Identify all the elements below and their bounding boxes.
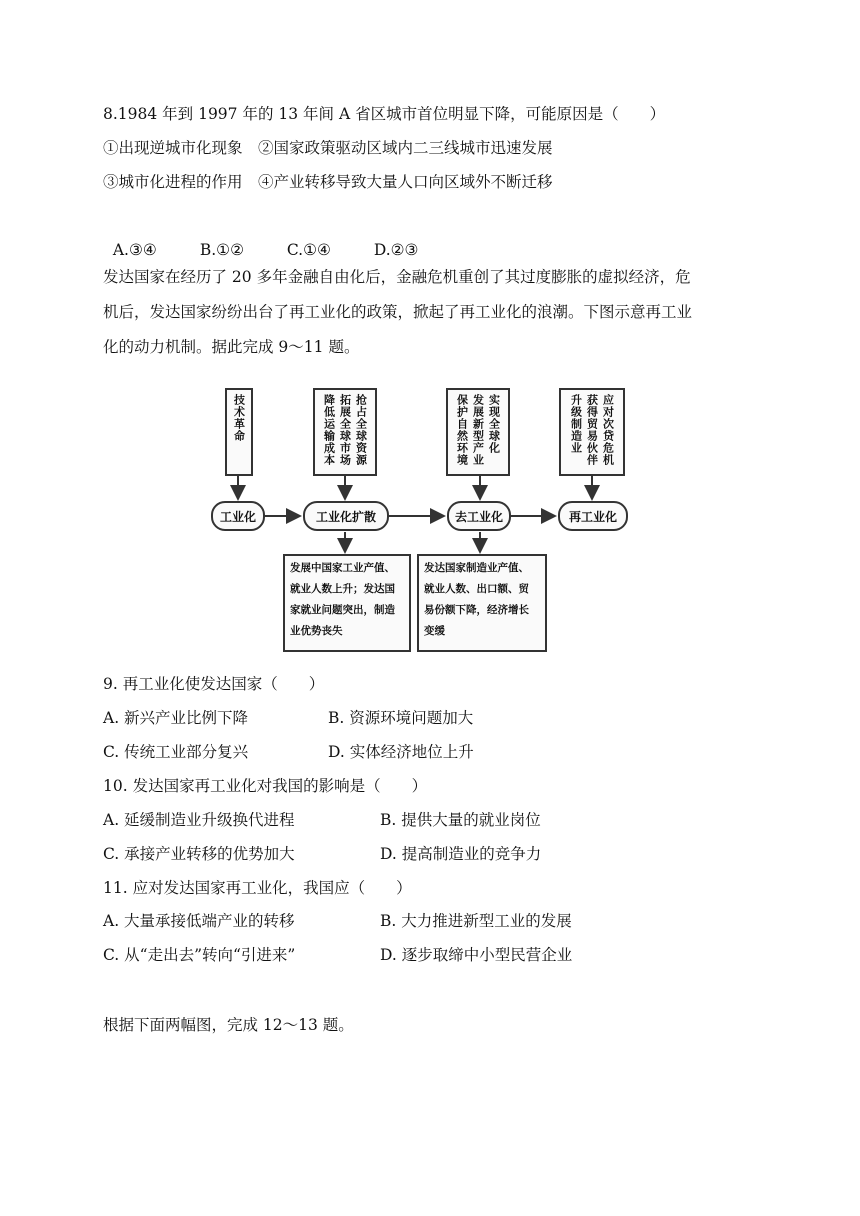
reindustrialization-diagram [205, 372, 665, 662]
driver-box-2-col-2: 拓展全球市场 [338, 394, 352, 466]
q9-stem: 9. 再工业化使发达国家（ ） [103, 675, 325, 693]
q8-statement-line-2: ③城市化进程的作用 ④产业转移导致大量人口向区域外不断迁移 [103, 173, 553, 191]
q10-option-b: B. 提供大量的就业岗位 [380, 811, 541, 829]
q10-option-c: C. 承接产业转移的优势加大 [103, 845, 295, 863]
driver-box-1-col-1: 技术革命 [232, 394, 246, 442]
intro-line-3: 化的动力机制。据此完成 9～11 题。 [103, 338, 360, 356]
intro-line-2: 机后，发达国家纷纷出台了再工业化的政策，掀起了再工业化的浪潮。下图示意再工业 [103, 303, 693, 321]
driver-box-4-col-1: 应对次贷危机 [601, 394, 615, 466]
q9-option-b: B. 资源环境问题加大 [328, 709, 474, 727]
node-industrial-diffusion: 工业化扩散 [303, 501, 389, 531]
q8-option-b: B.①② [199, 241, 244, 259]
driver-box-4-col-3: 升级制造业 [569, 394, 583, 454]
driver-box-3-col-1: 实现全球化 [487, 394, 501, 454]
q11-option-b: B. 大力推进新型工业的发展 [380, 912, 572, 930]
driver-box-3 [446, 388, 510, 476]
q8-options [103, 220, 418, 260]
q8-stem: 8.1984 年到 1997 年的 13 年间 A 省区城市首位明显下降，可能原因是（ ） [103, 105, 666, 123]
q10-option-a: A. 延缓制造业升级换代进程 [103, 811, 295, 829]
q8-option-a: A.③④ [112, 241, 157, 259]
q11-option-c: C. 从“走出去”转向“引进来” [103, 946, 296, 964]
node-reindustrialization: 再工业化 [558, 501, 628, 531]
driver-box-2-col-1: 抢占全球资源 [354, 394, 368, 466]
q8-option-d: D.②③ [373, 241, 419, 259]
node-deindustrialization: 去工业化 [447, 501, 511, 531]
intro-line-1: 发达国家在经历了 20 多年金融自由化后，金融危机重创了其过度膨胀的虚拟经济，危 [103, 268, 691, 286]
q8-option-c: C.①④ [286, 241, 331, 259]
q10-option-d: D. 提高制造业的竞争力 [380, 845, 542, 863]
q10-stem: 10. 发达国家再工业化对我国的影响是（ ） [103, 777, 428, 795]
driver-box-2-col-3: 降低运输成本 [322, 394, 336, 466]
q9-option-c: C. 传统工业部分复兴 [103, 743, 249, 761]
next-section-prompt: 根据下面两幅图，完成 12～13 题。 [103, 1016, 354, 1034]
node-industrialization: 工业化 [211, 501, 265, 531]
q9-option-a: A. 新兴产业比例下降 [103, 709, 249, 727]
q8-statement-line-1: ①出现逆城市化现象 ②国家政策驱动区域内二三线城市迅速发展 [103, 139, 553, 157]
driver-box-3-col-2: 发展新型产业 [471, 394, 485, 466]
driver-box-2 [313, 388, 377, 476]
note-deindustrialization-effects: 发达国家制造业产值、 就业人数、出口额、贸 易份额下降，经济增长 变缓 [417, 554, 547, 652]
driver-box-4-col-2: 获得贸易伙伴 [585, 394, 599, 466]
q9-option-d: D. 实体经济地位上升 [328, 743, 474, 761]
q11-stem: 11. 应对发达国家再工业化，我国应（ ） [103, 879, 412, 897]
q11-option-a: A. 大量承接低端产业的转移 [103, 912, 295, 930]
driver-box-3-col-3: 保护自然环境 [455, 394, 469, 466]
note-diffusion-effects: 发展中国家工业产值、 就业人数上升；发达国 家就业问题突出，制造 业优势丧失 [283, 554, 411, 652]
driver-box-4 [559, 388, 625, 476]
q11-option-d: D. 逐步取缔中小型民营企业 [380, 946, 573, 964]
driver-box-1 [225, 388, 253, 476]
